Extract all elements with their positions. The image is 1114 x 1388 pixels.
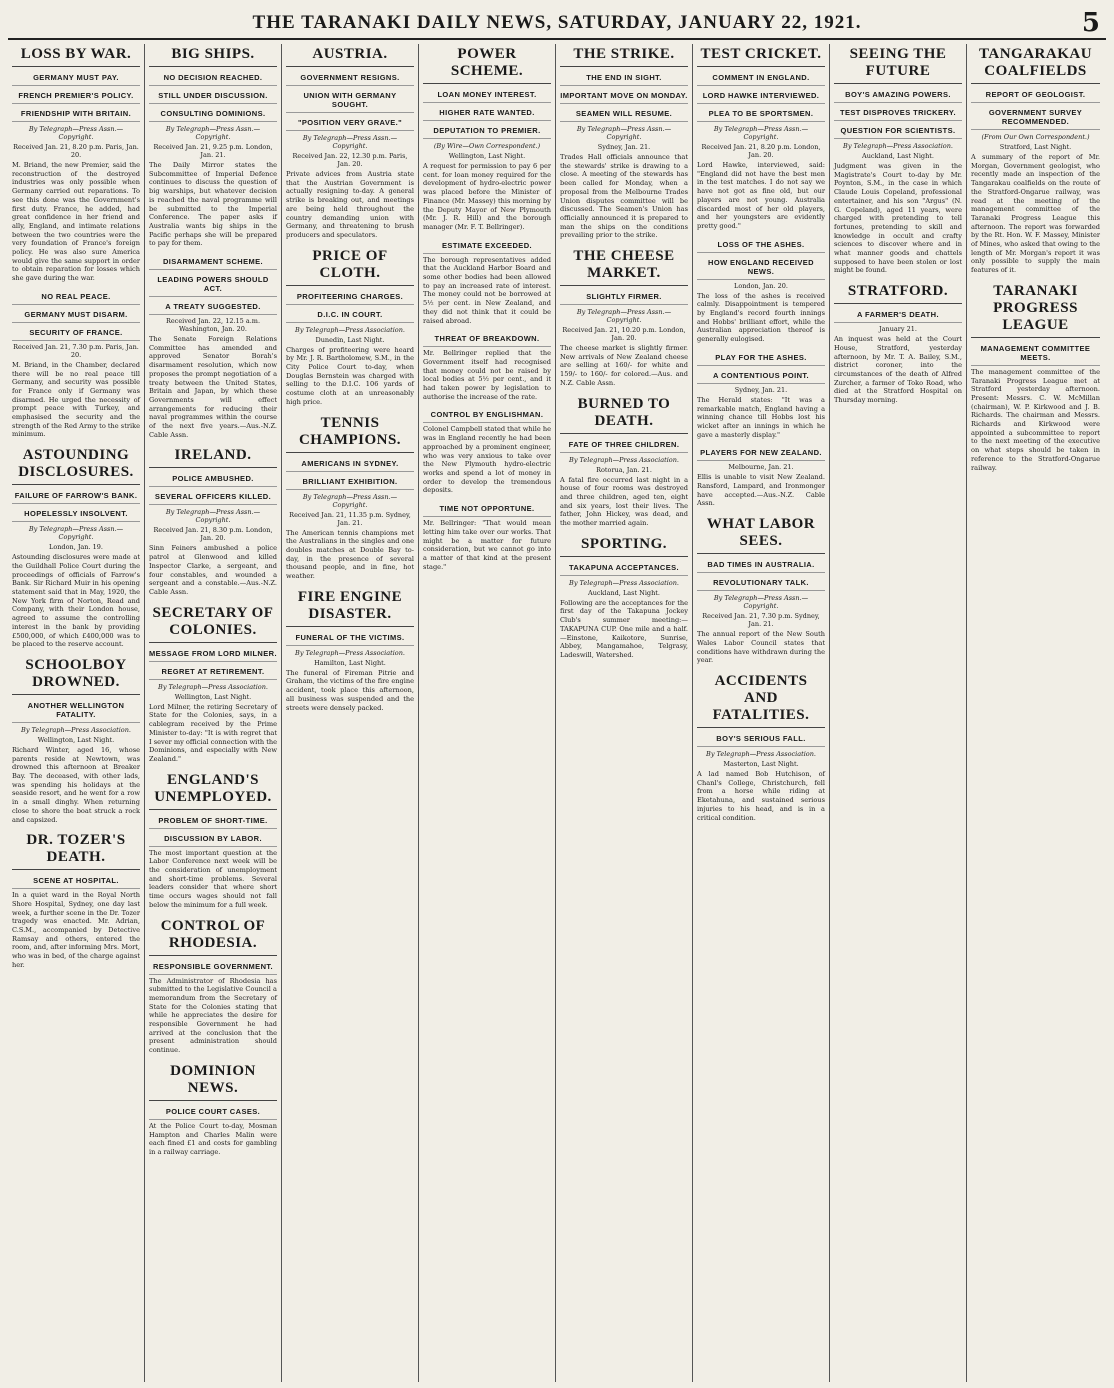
article-body: The Administrator of Rhodesia has submitted to the Legislative Council a memorandum from the Secretary of State for the Colonies stating that while he appreciates the desire for responsible Government he had arrived at the conclusion that the present administration should continue. xyxy=(149,976,277,1055)
article-dateline: January 21. xyxy=(879,325,917,334)
article-byline: By Telegraph—Press Association. xyxy=(569,578,679,587)
article-subheading: D.I.C. IN COURT. xyxy=(286,307,414,323)
article xyxy=(149,445,277,596)
article-body: M. Briand, in the Chamber, declared there will be no real peace till Germany, and security was possible for France only if Germany was disarmed. He urged the necessity of prompt peace with Turkey, and emphasised the security and the strength of the Red Army to the strike minimum. xyxy=(12,360,140,439)
article-body: Trades Hall officials announce that the stewards' strike is drawing to a close. A meeting of the stewards has been called for Monday, when a proposal from the Melbourne Trades Union disputes committee will be discussed. The Seamen's Union has officially announced it is prepared to man the ships on the conditions prevailing prior to the strike. xyxy=(560,153,688,240)
article-subheading: SCENE AT HOSPITAL. xyxy=(12,873,140,889)
article-headline: SEEING THE FUTURE xyxy=(834,44,962,84)
article-byline: By Telegraph—Press Assn.—Copyright. xyxy=(302,134,398,150)
article-dateline: Melbourne, Jan. 21. xyxy=(728,463,794,472)
article-byline: By Telegraph—Press Assn.—Copyright. xyxy=(28,125,124,141)
article xyxy=(423,501,551,571)
article-subheading: A TREATY SUGGESTED. xyxy=(149,299,277,315)
article-subheading: FRIENDSHIP WITH BRITAIN. xyxy=(12,106,140,122)
article xyxy=(149,770,277,910)
article-subheading: UNION WITH GERMANY SOUGHT. xyxy=(286,88,414,113)
article-subheading: FRENCH PREMIER'S POLICY. xyxy=(12,88,140,104)
article-headline: SCHOOLBOY DROWNED. xyxy=(12,655,140,695)
article xyxy=(12,289,140,439)
column-4 xyxy=(419,44,556,1382)
article-subheading: MANAGEMENT COMMITTEE MEETS. xyxy=(971,341,1100,366)
article xyxy=(12,44,140,283)
article-body: Private advices from Austria state that the Austrian Government is actually resigning to-day. A general strike is breaking out, and meetings are being held throughout the country demanding union with Germany, and threatening to brush producers and speculators. xyxy=(286,170,414,239)
article-headline: BURNED TO DEATH. xyxy=(560,394,688,434)
article-subheading: LORD HAWKE INTERVIEWED. xyxy=(697,88,825,104)
article-body: The funeral of Fireman Pitrie and Graham, the victims of the fire engine accident, took place this afternoon, all business was suspended and the streets were densely packed. xyxy=(286,668,414,712)
article-dateline: Hamilton, Last Night. xyxy=(314,658,386,667)
article xyxy=(834,281,962,405)
masthead xyxy=(8,6,1106,40)
news-columns xyxy=(8,44,1106,1382)
article-body: The American tennis champions met the Australians in the singles and one doubles matches at Double Bay to-day, in the presence of several thousand people, and in fine, hot weather. xyxy=(286,528,414,581)
article-subheading: TAKAPUNA ACCEPTANCES. xyxy=(560,560,688,576)
article-subheading: PLEA TO BE SPORTSMEN. xyxy=(697,106,825,122)
article-subheading: NO REAL PEACE. xyxy=(12,289,140,305)
article-headline: STRATFORD. xyxy=(834,281,962,304)
article-body: The borough representatives added that the Auckland Harbor Board and some other bodies had been allowed to pay an increased rate of interest. The money could not be borrowed at 5½ per cent. in New Zealand, and they did not think that it could be raised abroad. xyxy=(423,255,551,325)
article-subheading: GOVERNMENT RESIGNS. xyxy=(286,70,414,86)
article-subheading: MESSAGE FROM LORD MILNER. xyxy=(149,646,277,662)
article-subheading: SEVERAL OFFICERS KILLED. xyxy=(149,489,277,505)
article-body: Astounding disclosures were made at the Guildhall Police Court during the proceedings of officials of Farrow's Bank. Sir Richard Muir in his opening statement said that in May, 1920, the New York firm of Norton, Read and Company, with their London house, agreed to assume the controlling interest in the bank by providing £500,000, of which £400,000 was to be placed to the reserve account. xyxy=(12,553,140,649)
article xyxy=(560,394,688,528)
article-headline: FIRE ENGINE DISASTER. xyxy=(286,587,414,627)
article-headline: ASTOUNDING DISCLOSURES. xyxy=(12,445,140,485)
article-body: The Herald states: "It was a remarkable match, England having a winning chance till Hobbs lost his wicket after an innings in which he gave a masterly display." xyxy=(697,395,825,439)
article xyxy=(149,603,277,764)
article-byline: By Telegraph—Press Association. xyxy=(706,749,816,758)
article xyxy=(149,44,277,248)
article-headline: ACCIDENTS AND FATALITIES. xyxy=(697,671,825,728)
article-dateline: Masterton, Last Night. xyxy=(723,759,799,768)
article-headline: POWER SCHEME. xyxy=(423,44,551,84)
article xyxy=(697,237,825,344)
article-byline: By Telegraph—Press Assn.—Copyright. xyxy=(165,508,261,525)
article-byline: By Telegraph—Press Assn.—Copyright. xyxy=(713,125,809,141)
article xyxy=(697,514,825,665)
article-byline: By Telegraph—Press Assn.—Copyright. xyxy=(28,525,124,542)
article-subheading: A CONTENTIOUS POINT. xyxy=(697,368,825,384)
article-subheading: PROBLEM OF SHORT-TIME. xyxy=(149,813,277,829)
article-dateline: Sydney, Jan. 21. xyxy=(597,143,651,151)
article-subheading: LOAN MONEY INTEREST. xyxy=(423,87,551,103)
article-subheading: BAD TIMES IN AUSTRALIA. xyxy=(697,557,825,573)
article-subheading: PROFITEERING CHARGES. xyxy=(286,289,414,305)
article-byline: By Telegraph—Press Association. xyxy=(843,142,953,150)
article xyxy=(834,44,962,275)
article-subheading: NO DECISION REACHED. xyxy=(149,70,277,86)
article xyxy=(286,246,414,407)
article xyxy=(697,445,825,508)
article xyxy=(149,916,277,1055)
article-body: The loss of the ashes is received calmly. Disappointment is tempered by England's record fourth innings and Hobbs' brilliant effort, while the Australian appreciation thereof is generally eulogised. xyxy=(697,291,825,344)
article-subheading: POLICE AMBUSHED. xyxy=(149,471,277,487)
article-dateline: Received Jan. 21, 8.20 p.m. London, Jan. 20. xyxy=(701,143,821,159)
column-7 xyxy=(830,44,967,1382)
article-body: A summary of the report of Mr. Morgan, Government geologist, who recently made an inspection of the Tangarakau coalfields on the route of the Stratford-Ongarue railway, was read at the meeting of the management committee of the Taranaki Progress League this afternoon. The report was forwarded by the Rt. Hon. W. F. Massey, Minister of Mines, who asked that owing to the length of Mr. Morgan's report it was only possible to supply the main features of it. xyxy=(971,153,1100,275)
article-body: The annual report of the New South Wales Labor Council states that conditions have withdrawn during the year. xyxy=(697,630,825,665)
article-subheading: LOSS OF THE ASHES. xyxy=(697,237,825,253)
article-subheading: TIME NOT OPPORTUNE. xyxy=(423,501,551,517)
article-subheading: FAILURE OF FARROW'S BANK. xyxy=(12,488,140,504)
article xyxy=(286,413,414,581)
article-subheading: GOVERNMENT SURVEY RECOMMENDED. xyxy=(971,105,1100,130)
article-headline: LOSS BY WAR. xyxy=(12,44,140,67)
article-subheading: A FARMER'S DEATH. xyxy=(834,307,962,323)
column-2 xyxy=(145,44,282,1382)
article-headline: THE STRIKE. xyxy=(560,44,688,67)
article-subheading: CONTROL BY ENGLISHMAN. xyxy=(423,407,551,423)
article-subheading: HOW ENGLAND RECEIVED NEWS. xyxy=(697,255,825,280)
article-body: A fatal fire occurred last night in a house of four rooms was destroyed and three children, aged ten, eight and six years, lost their lives. The father, John Hickey, was dead, and the mother married again. xyxy=(560,475,688,528)
article-subheading: SECURITY OF FRANCE. xyxy=(12,325,140,341)
article-body: Lord Hawke, interviewed, said: "England did not have the best men in the test matches. I do not say we have not got as fine old, but our players are not young. Australia discarded most of her old players, and her youngsters are evidently pretty good." xyxy=(697,161,825,230)
article-dateline: Received Jan. 21, 10.20 p.m. London, Jan. 20. xyxy=(562,326,686,343)
article-dateline: Received Jan. 21, 8.20 p.m. Paris, Jan. 20. xyxy=(13,143,139,159)
article xyxy=(149,1061,277,1157)
article-headline: SECRETARY OF COLONIES. xyxy=(149,603,277,643)
article-subheading: THREAT OF BREAKDOWN. xyxy=(423,331,551,347)
article-byline: By Telegraph—Press Association. xyxy=(295,325,405,334)
article xyxy=(423,331,551,401)
article-subheading: AMERICANS IN SYDNEY. xyxy=(286,456,414,472)
article-subheading: GERMANY MUST DISARM. xyxy=(12,307,140,323)
article-body: An inquest was held at the Court House, Stratford, yesterday afternoon, by Mr. T. A. Bailey, S.M., district coroner, into the circumstances of the death of Alfred Zurcher, a farmer of Toko Road, who died at the Stratford Hospital on Thursday morning. xyxy=(834,335,962,405)
article-headline: DOMINION NEWS. xyxy=(149,1061,277,1101)
article-subheading: STILL UNDER DISCUSSION. xyxy=(149,88,277,104)
article-dateline: Rotorua, Jan. 21. xyxy=(596,465,652,474)
article-body: The most important question at the Labor Conference next week will be the consideration of unemployment and short-time problems. Several leaders consider that where short time occurs wages should not fall below the minimum for a full week. xyxy=(149,848,277,909)
article-headline: TEST CRICKET. xyxy=(697,44,825,67)
article xyxy=(697,350,825,440)
article-subheading: RESPONSIBLE GOVERNMENT. xyxy=(149,959,277,975)
article-body: Sinn Feiners ambushed a police patrol at Glenwood and killed Inspector Clarke, a sergeant, and four constables, and wounded a sergeant and a constable.—Aus.-N.Z. Cable Assn. xyxy=(149,544,277,596)
article xyxy=(560,246,688,388)
article-body: In a quiet ward in the Royal North Shore Hospital, Sydney, one day last week, a further scene in the Dr. Tozer tragedy was enacted. Mr. Adrian, C.S.M., accompanied by Detective Ramsay and others, entered the room, and, after informing Mrs. Mort, who was in bed, of the charge against her. xyxy=(12,891,140,969)
article xyxy=(286,587,414,713)
article-body: The Daily Mirror states the Subcommittee of Imperial Defence continues to discuss the question of big warships, but whatever decision is reached the naval programme will be submitted to the Imperial Conference. The paper asks if Australia wants big ships in the Pacific perhaps she will be prepared to pay for them. xyxy=(149,161,277,248)
article-dateline: Received Jan. 21, 7.30 p.m. Paris, Jan. 20. xyxy=(13,342,139,359)
article-subheading: BOY'S SERIOUS FALL. xyxy=(697,731,825,747)
article xyxy=(423,238,551,326)
article-headline: AUSTRIA. xyxy=(286,44,414,67)
article-subheading: "POSITION VERY GRAVE." xyxy=(286,115,414,131)
page-number: 5 xyxy=(1081,8,1100,38)
article-headline: TENNIS CHAMPIONS. xyxy=(286,413,414,453)
article-subheading: IMPORTANT MOVE ON MONDAY. xyxy=(560,88,688,104)
article-dateline: Received Jan. 21, 11.35 p.m. Sydney, Jan. 21. xyxy=(289,510,411,527)
article-body: Mr. Bellringer replied that the Government itself had recognised that money could not be raised by local bodies at 5½ per cent., and it had taken power by legislation to authorise the increase of the rate. xyxy=(423,349,551,401)
article-body: Charges of profiteering were heard by Mr. J. R. Bartholomew, S.M., in the City Police Court to-day, when Douglas Bernstein was charged with selling to the D.I.C. 106 yards of costume cloth at an unreasonably high price. xyxy=(286,345,414,406)
article-body: The cheese market is slightly firmer. New arrivals of New Zealand cheese are selling at 160/- for white and 159/- to 160/- for colored.—Aus. and N.Z. Cable Assn. xyxy=(560,344,688,387)
article-headline: ENGLAND'S UNEMPLOYED. xyxy=(149,770,277,810)
article-headline: BIG SHIPS. xyxy=(149,44,277,67)
article-dateline: Received Jan. 22, 12.30 p.m. Paris, Jan. 20. xyxy=(292,152,408,168)
article-headline: IRELAND. xyxy=(149,445,277,468)
article-byline: (From Our Own Correspondent.) xyxy=(981,133,1090,141)
article xyxy=(12,445,140,649)
article-headline: TANGARAKAU COALFIELDS xyxy=(971,44,1100,84)
article-subheading: THE END IN SIGHT. xyxy=(560,70,688,86)
article-dateline: Dunedin, Last Night. xyxy=(315,335,385,344)
article-subheading: SLIGHTLY FIRMER. xyxy=(560,289,688,305)
article-subheading: GERMANY MUST PAY. xyxy=(12,70,140,86)
article-subheading: QUESTION FOR SCIENTISTS. xyxy=(834,123,962,139)
article-subheading: FATE OF THREE CHILDREN. xyxy=(560,437,688,453)
article-headline: DR. TOZER'S DEATH. xyxy=(12,830,140,870)
article-dateline: Received Jan. 21, 8.30 p.m. London, Jan. 20. xyxy=(153,526,273,543)
article-body: Colonel Campbell stated that while he was in England recently he had been approached by a prominent engineer, who was very anxious to take over the New Plymouth hydro-electric works and spend a lot of money in order to develop the tremendous deposits. xyxy=(423,425,551,495)
article-subheading: DEPUTATION TO PREMIER. xyxy=(423,123,551,139)
article-headline: PRICE OF CLOTH. xyxy=(286,246,414,286)
article-body: A lad named Bob Hutchison, of Chanl's College, Christchurch, fell from a horse while riding at Eketahuna, and sustained serious injuries to his head, and is in a critical condition. xyxy=(697,769,825,822)
article-subheading: POLICE COURT CASES. xyxy=(149,1104,277,1120)
article-body: Judgment was given in the Magistrate's Court to-day by Mr. Poynton, S.M., in the case in which Claude Louis Copeland, professional entertainer, and his son "Argus" (N. G. Copeland), aged 11 years, were charged with pretending to tell fortunes, pretending to skill and knowledge in occult and crafty sciences to discover where and in what manner goods and chattels supposed to have been stolen or lost might be found. xyxy=(834,162,962,275)
article xyxy=(423,407,551,495)
article-subheading: DISCUSSION BY LABOR. xyxy=(149,831,277,847)
article xyxy=(149,254,277,439)
article-dateline: Wellington, Last Night. xyxy=(174,692,252,701)
article-dateline: Received Jan. 21, 9.25 p.m. London, Jan. 21. xyxy=(153,143,273,159)
newspaper-title: THE TARANAKI DAILY NEWS, SATURDAY, JANUARY 22, 1921. xyxy=(252,12,862,33)
article-subheading: BOY'S AMAZING POWERS. xyxy=(834,87,962,103)
article xyxy=(286,44,414,240)
article-subheading: DISARMAMENT SCHEME. xyxy=(149,254,277,270)
article-body: At the Police Court to-day, Mosman Hampton and Charles Malin were each fined £1 and costs for gambling in a railway carriage. xyxy=(149,1121,277,1156)
article-body: Lord Milner, the retiring Secretary of State for the Colonies, says, in a cablegram received by the Prime Minister to-day: "It is with regret that I sever my official connection with the Dominions, and especially with New Zealand." xyxy=(149,702,278,763)
article-dateline: Auckland, Last Night. xyxy=(588,588,660,597)
article xyxy=(12,830,140,969)
article-byline: By Telegraph—Press Assn.—Copyright. xyxy=(576,308,672,325)
article-byline: By Telegraph—Press Assn.—Copyright. xyxy=(302,492,398,509)
article-byline: By Telegraph—Press Association. xyxy=(295,648,405,657)
article-subheading: SEAMEN WILL RESUME. xyxy=(560,106,688,122)
article-subheading: HOPELESSLY INSOLVENT. xyxy=(12,506,140,522)
article-subheading: REGRET AT RETIREMENT. xyxy=(149,664,277,680)
article-body: The management committee of the Taranaki Progress League met at Stratford yesterday afternoon. Present: Messrs. C. W. McMillan (chairman), W. P. Kirkwood and J. B. Richards. The chairman and Messrs. Richards and Kirkwood were appointed a subcommittee to report to the next meeting of the executive on what steps should be taken in reference to the Stratford-Ongarue railway. xyxy=(971,367,1100,472)
article-subheading: REVOLUTIONARY TALK. xyxy=(697,575,825,591)
article-subheading: CONSULTING DOMINIONS. xyxy=(149,106,277,122)
article-subheading: ANOTHER WELLINGTON FATALITY. xyxy=(12,698,140,723)
article-headline: TARANAKI PROGRESS LEAGUE xyxy=(971,281,1100,338)
article-byline: (By Wire—Own Correspondent.) xyxy=(433,142,541,150)
article-byline: By Telegraph—Press Association. xyxy=(21,725,131,734)
article-subheading: HIGHER RATE WANTED. xyxy=(423,105,551,121)
article-byline: By Telegraph—Press Assn.—Copyright. xyxy=(165,125,261,141)
article-subheading: COMMENT IN ENGLAND. xyxy=(697,70,825,86)
article xyxy=(12,655,140,824)
article-headline: WHAT LABOR SEES. xyxy=(697,514,825,554)
article-subheading: PLAY FOR THE ASHES. xyxy=(697,350,825,366)
article-byline: By Telegraph—Press Association. xyxy=(569,455,679,464)
article-headline: THE CHEESE MARKET. xyxy=(560,246,688,286)
article-dateline: London, Jan. 20. xyxy=(734,281,788,290)
article-byline: By Telegraph—Press Assn.—Copyright. xyxy=(576,125,672,141)
article-subheading: TEST DISPROVES TRICKERY. xyxy=(834,105,962,121)
article-subheading: LEADING POWERS SHOULD ACT. xyxy=(149,272,277,297)
article-dateline: Sydney, Jan. 21. xyxy=(734,385,788,394)
article-subheading: FUNERAL OF THE VICTIMS. xyxy=(286,630,414,646)
article-dateline: Wellington, Last Night. xyxy=(448,152,526,160)
article-body: A request for permission to pay 6 per cent. for loan money required for the development of hydro-electric power was placed before the Minister of Finance (Mr. Massey) this morning by the Deputy Mayor of New Plymouth (Mr. J. R. Hill) and the borough manager (Mr. F. T. Bellringer). xyxy=(423,162,551,231)
article-dateline: Auckland, Last Night. xyxy=(862,152,934,160)
article-dateline: Wellington, Last Night. xyxy=(37,735,115,744)
article-body: Mr. Bellringer: "That would mean letting him take over our works. That might be a matter for future consideration, but we cannot go into a matter of that kind at the present stage." xyxy=(423,519,551,571)
article xyxy=(560,44,688,240)
article-subheading: REPORT OF GEOLOGIST. xyxy=(971,87,1100,103)
article-body: Ellis is unable to visit New Zealand. Ransford, Lampard, and Ironmonger have accepted.—Aus.-N.Z. Cable Assn. xyxy=(697,473,825,508)
article xyxy=(697,671,825,822)
article-dateline: Received Jan. 21, 7.30 p.m. Sydney, Jan. 21. xyxy=(702,612,820,629)
article-body: Following are the acceptances for the first day of the Takapuna Jockey Club's summer meeting:— TAKAPUNA CUP. One mile and a half.—Einstone, Kaikotore, Sunrise, Abbey, Mangamahoe, Telgrasy, Ladeswill, Watershed. xyxy=(560,598,688,659)
article-byline: By Telegraph—Press Assn.—Copyright. xyxy=(713,594,809,611)
article-headline: SPORTING. xyxy=(560,534,688,557)
article-subheading: BRILLIANT EXHIBITION. xyxy=(286,474,414,490)
article xyxy=(697,44,825,231)
article xyxy=(423,44,551,232)
article-dateline: Received Jan. 22, 12.15 a.m. Washington, Jan. 20. xyxy=(165,317,261,334)
article-body: The Senate Foreign Relations Committee has amended and approved Senator Borah's disarmament resolution, which now proposes the prompt negotiation of a treaty between the United States, Britain and Japan, by which these Governments will effect arrangements for reducing their naval programmes within the course of the next five years.—Aus.-N.Z. Cable Assn. xyxy=(149,335,277,439)
column-1 xyxy=(8,44,145,1382)
article-body: M. Briand, the new Premier, said the reconstruction of the destroyed industries was only possible when Germany carried out reparations. To see this done was the Government's first duty. France, he added, had great confidence in her friend and ally, England, and intimate relations between the two countries were the very foundation of France's foreign policy. He was also sure America would give the same support in order to obtain reparation for losses which she gave during the war. xyxy=(12,161,140,283)
article-dateline: Stratford, Last Night. xyxy=(999,143,1072,151)
article-headline: CONTROL OF RHODESIA. xyxy=(149,916,277,956)
article-byline: By Telegraph—Press Association. xyxy=(158,682,268,691)
article-subheading: PLAYERS FOR NEW ZEALAND. xyxy=(697,445,825,461)
article xyxy=(971,281,1100,472)
article-subheading: ESTIMATE EXCEEDED. xyxy=(423,238,551,254)
column-8 xyxy=(967,44,1104,1382)
article-body: Richard Winter, aged 16, whose parents reside at Newtown, was drowned this afternoon at Breaker Bay. The deceased, with other lads, was spending his holidays at the seaside resort, and he went for a row in a small dinghy. When returning close to shore the boat struck a rock and capsized. xyxy=(12,745,140,824)
column-6 xyxy=(693,44,830,1382)
column-3 xyxy=(282,44,419,1382)
column-5 xyxy=(556,44,693,1382)
article-dateline: London, Jan. 19. xyxy=(49,543,103,552)
article xyxy=(560,534,688,660)
article xyxy=(971,44,1100,275)
